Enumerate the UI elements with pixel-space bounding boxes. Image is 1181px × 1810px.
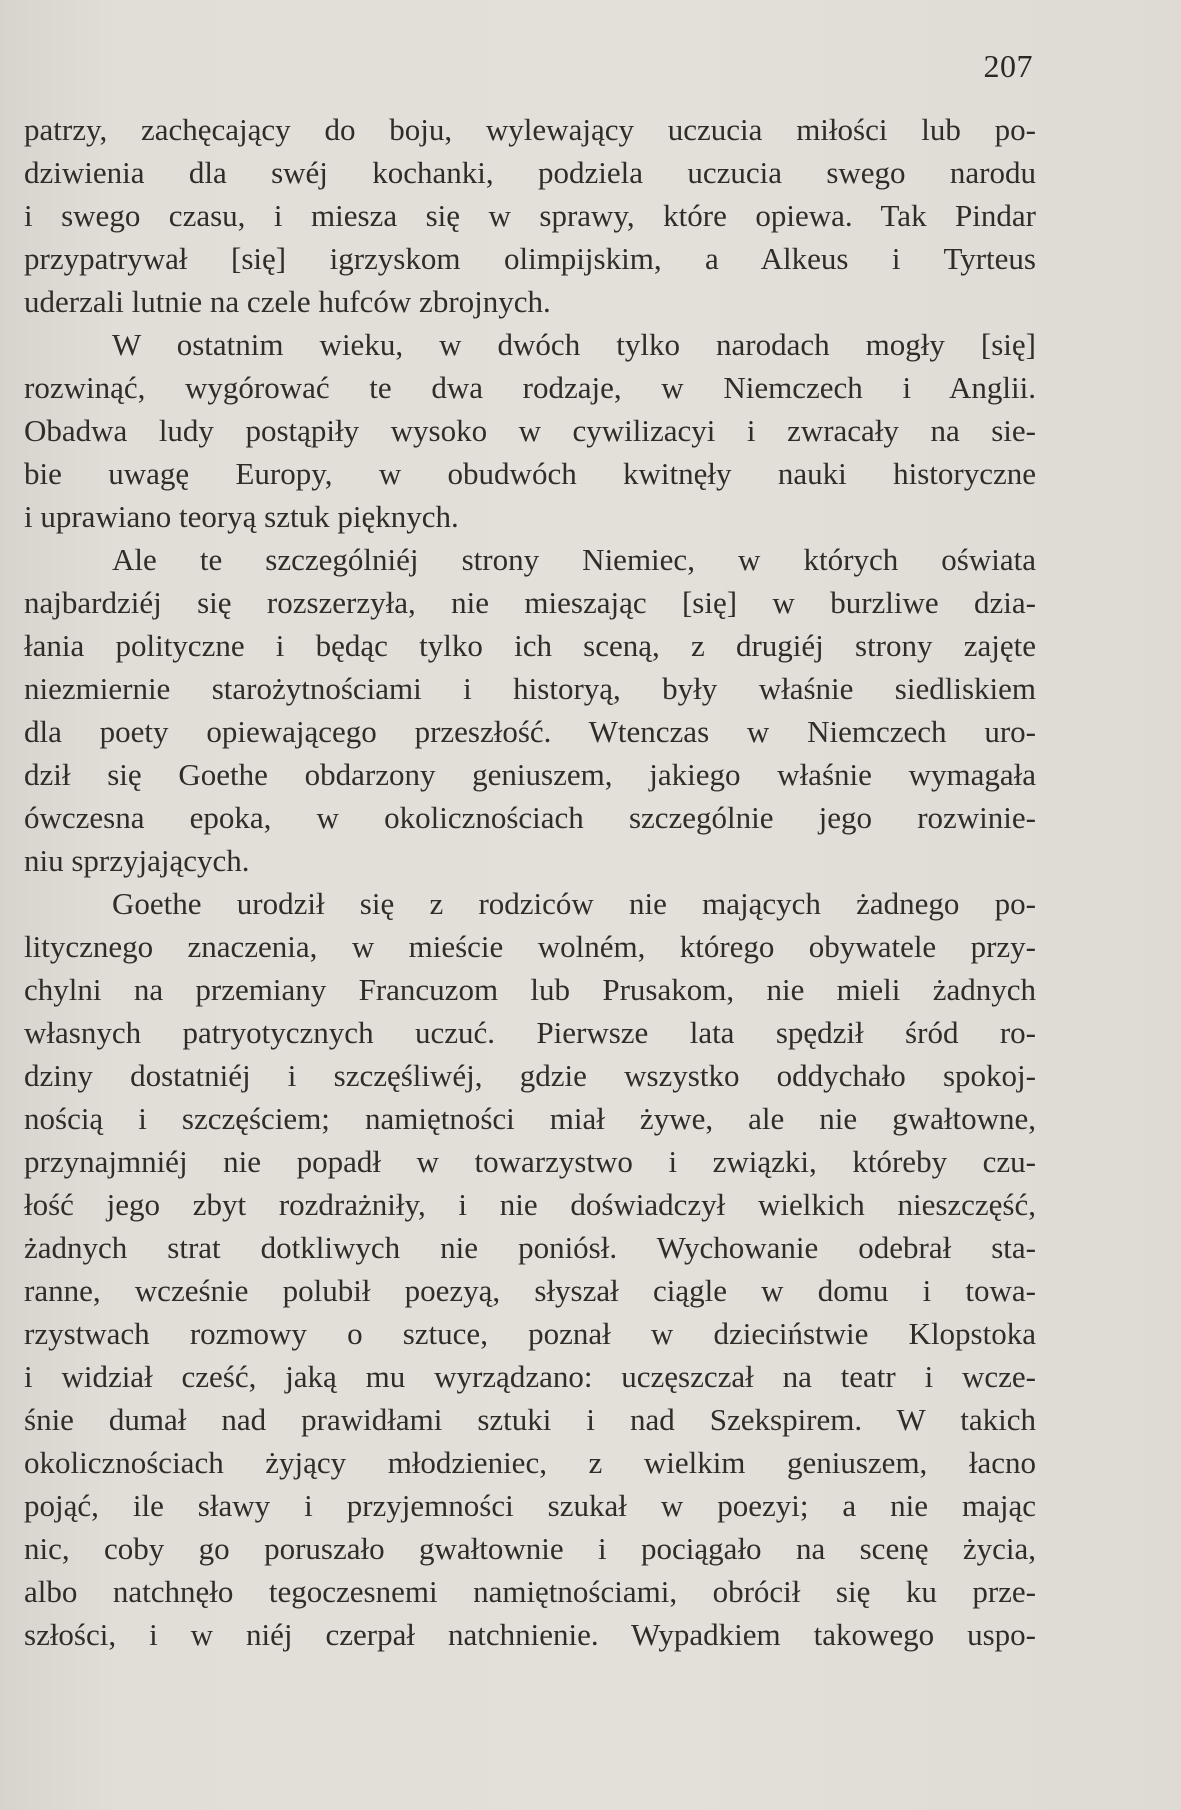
text-line: niezmiernie starożytnościami i historyą, były właśnie siedliskiem [24, 671, 1036, 706]
text-line: przypatrywał [się] igrzyskom olimpijskim, a Alkeus i Tyrteus [24, 241, 1036, 276]
text-line: pojąć, ile sławy i przyjemności szukał w poezyi; a nie mając [24, 1488, 1036, 1523]
text-line: rzystwach rozmowy o sztuce, poznał w dzieciństwie Klopstoka [24, 1316, 1036, 1351]
text-line: najbardziéj się rozszerzyła, nie mieszając [się] w burzliwe dzia- [24, 585, 1036, 620]
text-line: niu sprzyjających. [24, 843, 250, 878]
text-line: Goethe urodził się z rodziców nie mających żadnego po- [112, 886, 1036, 921]
text-line: i swego czasu, i miesza się w sprawy, które opiewa. Tak Pindar [24, 198, 1036, 233]
text-line: chylni na przemiany Francuzom lub Prusakom, nie mieli żadnych [24, 972, 1036, 1007]
text-line: patrzy, zachęcający do boju, wylewający uczucia miłości lub po- [24, 112, 1036, 147]
text-line: litycznego znaczenia, w mieście wolném, którego obywatele przy- [24, 929, 1036, 964]
text-line: łość jego zbyt rozdrażniły, i nie doświadczył wielkich nieszczęść, [24, 1187, 1036, 1222]
text-line: żadnych strat dotkliwych nie poniósł. Wychowanie odebrał sta- [24, 1230, 1036, 1265]
text-line: przynajmniéj nie popadł w towarzystwo i związki, któreby czu- [24, 1144, 1036, 1179]
text-line: albo natchnęło tegoczesnemi namiętnościami, obrócił się ku prze- [24, 1574, 1036, 1609]
text-line: okolicznościach żyjący młodzieniec, z wielkim geniuszem, łacno [24, 1445, 1036, 1480]
text-line: i widział cześć, jaką mu wyrządzano: uczęszczał na teatr i wcze- [24, 1359, 1036, 1394]
text-line: Ale te szczególniéj strony Niemiec, w których oświata [112, 542, 1036, 577]
text-line: nością i szczęściem; namiętności miał żywe, ale nie gwałtowne, [24, 1101, 1036, 1136]
text-line: W ostatnim wieku, w dwóch tylko narodach mogły [się] [112, 327, 1036, 362]
page-number: 207 [983, 48, 1033, 84]
text-line: dziwienia dla swéj kochanki, podziela uczucia swego narodu [24, 155, 1036, 190]
text-line: ranne, wcześnie polubił poezyą, słyszał ciągle w domu i towa- [24, 1273, 1036, 1308]
text-line: rozwinąć, wygórować te dwa rodzaje, w Niemczech i Anglii. [24, 370, 1036, 405]
body-text [24, 108, 1036, 1656]
text-line: uderzali lutnie na czele hufców zbrojnych. [24, 284, 551, 319]
text-line: nic, coby go poruszało gwałtownie i pociągało na scenę życia, [24, 1531, 1036, 1566]
text-line: ówczesna epoka, w okolicznościach szczególnie jego rozwinie- [24, 800, 1036, 835]
text-line: łania polityczne i będąc tylko ich sceną, z drugiéj strony zajęte [24, 628, 1036, 663]
text-line: dziny dostatniéj i szczęśliwéj, gdzie wszystko oddychało spokoj- [24, 1058, 1036, 1093]
text-line: dził się Goethe obdarzony geniuszem, jakiego właśnie wymagała [24, 757, 1036, 792]
text-line: dla poety opiewającego przeszłość. Wtenczas w Niemczech uro- [24, 714, 1036, 749]
text-line: szłości, i w niéj czerpał natchnienie. Wypadkiem takowego uspo- [24, 1617, 1036, 1652]
text-line: własnych patryotycznych uczuć. Pierwsze lata spędził śród ro- [24, 1015, 1036, 1050]
text-line: i uprawiano teoryą sztuk pięknych. [24, 499, 459, 534]
text-line: śnie dumał nad prawidłami sztuki i nad Szekspirem. W takich [24, 1402, 1036, 1437]
text-line: bie uwagę Europy, w obudwóch kwitnęły nauki historyczne [24, 456, 1036, 491]
text-line: Obadwa ludy postąpiły wysoko w cywilizacyi i zwracały na sie- [24, 413, 1036, 448]
